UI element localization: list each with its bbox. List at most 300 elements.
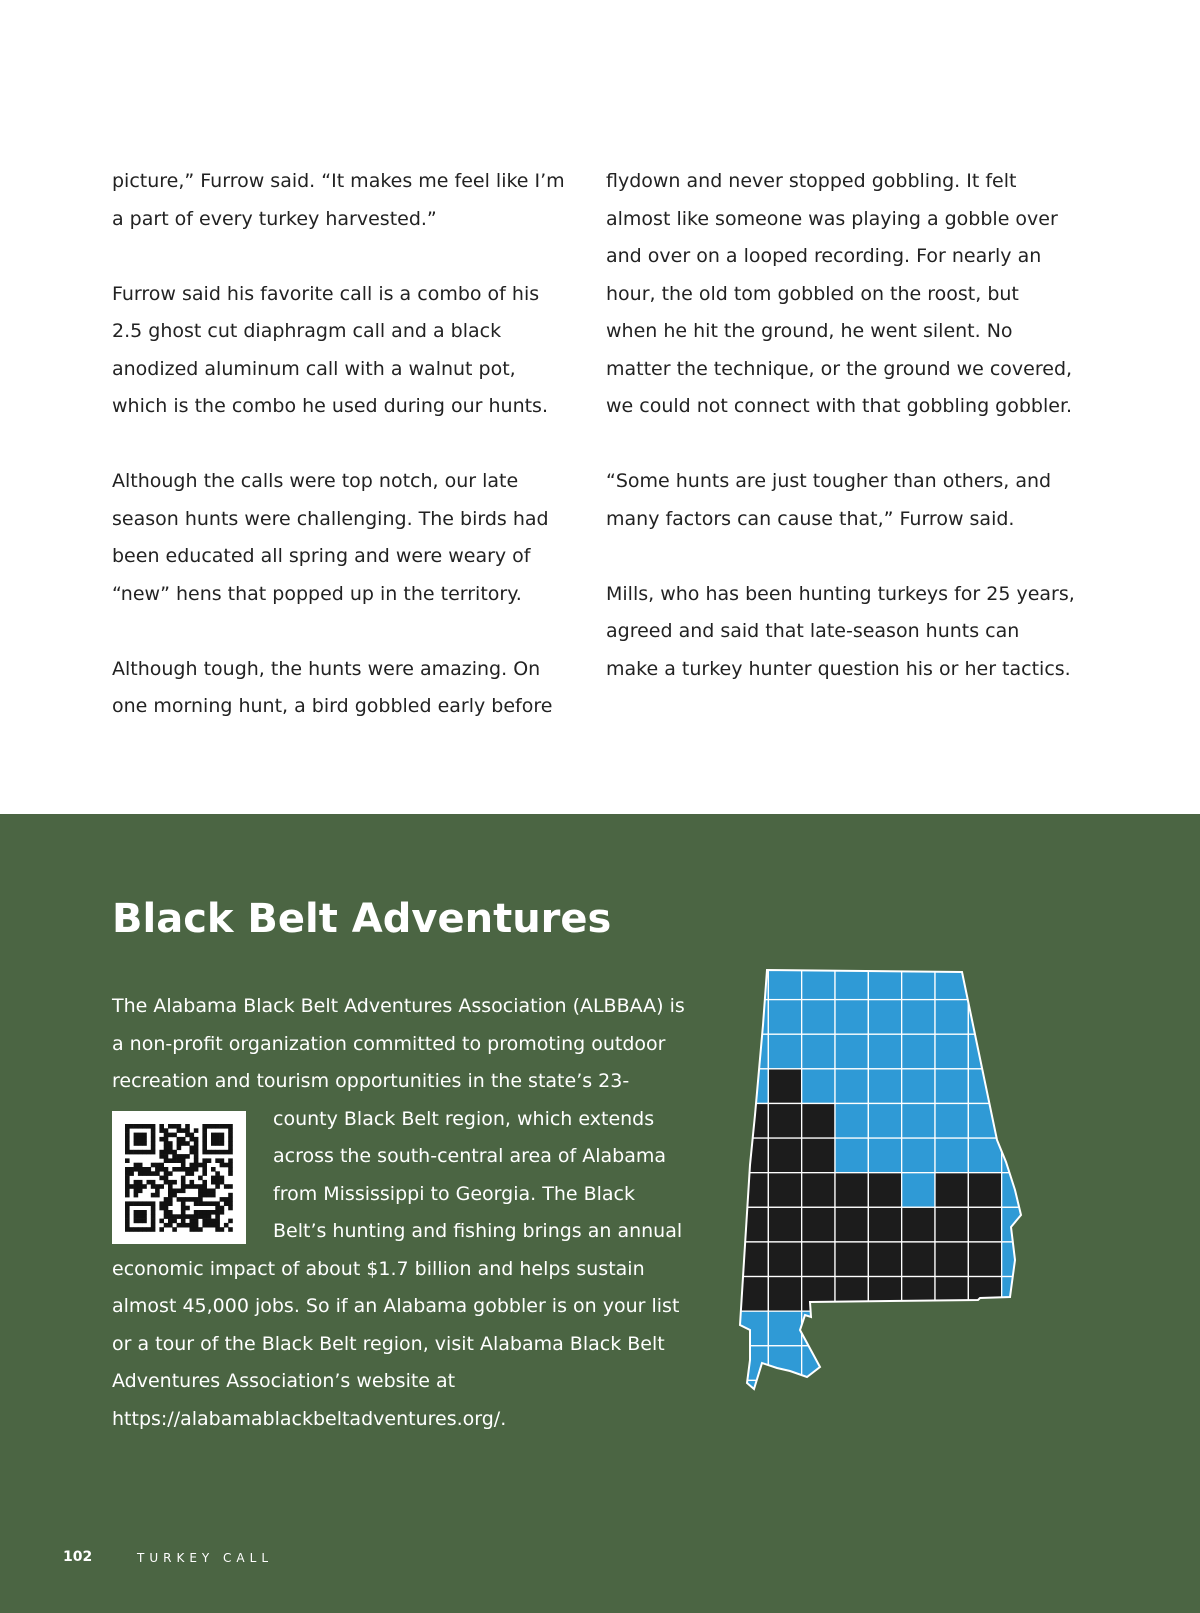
qr-module (151, 1145, 156, 1150)
qr-module (194, 1136, 199, 1141)
qr-module (181, 1218, 186, 1223)
county (868, 1103, 901, 1138)
qr-module (164, 1222, 169, 1227)
black-belt-county (802, 1277, 835, 1312)
qr-module (155, 1192, 160, 1197)
qr-module (202, 1171, 207, 1176)
qr-module (207, 1192, 212, 1197)
county (868, 1346, 901, 1381)
qr-module (164, 1158, 169, 1163)
qr-module (181, 1167, 186, 1172)
county (835, 1034, 868, 1069)
qr-module (134, 1227, 139, 1232)
qr-module (228, 1145, 233, 1150)
black-belt-county (935, 1242, 968, 1277)
qr-module (147, 1171, 152, 1176)
county (868, 1000, 901, 1035)
qr-module (194, 1167, 199, 1172)
article-paragraph: “Some hunts are just tougher than others, and many factors can cause that,” Furrow said. (606, 470, 1052, 530)
qr-module (138, 1184, 143, 1189)
qr-module (172, 1158, 177, 1163)
qr-module (228, 1171, 233, 1176)
qr-module (211, 1149, 216, 1154)
qr-module (138, 1218, 143, 1223)
county (835, 1346, 868, 1381)
qr-module (172, 1179, 177, 1184)
qr-module (151, 1184, 156, 1189)
qr-module (202, 1158, 207, 1163)
qr-module (190, 1162, 195, 1167)
qr-module (185, 1154, 190, 1159)
county (835, 1000, 868, 1035)
qr-module (168, 1218, 173, 1223)
qr-module (164, 1141, 169, 1146)
qr-module (168, 1222, 173, 1227)
county (935, 1103, 968, 1138)
qr-module (194, 1227, 199, 1232)
qr-module (198, 1210, 203, 1215)
county (1002, 1103, 1035, 1138)
qr-module (159, 1154, 164, 1159)
qr-module (125, 1175, 130, 1180)
qr-module (181, 1210, 186, 1215)
qr-module (134, 1132, 139, 1137)
qr-module (190, 1179, 195, 1184)
qr-module (168, 1192, 173, 1197)
county (968, 1103, 1001, 1138)
qr-module (194, 1184, 199, 1189)
qr-module (129, 1124, 134, 1129)
qr-module (211, 1175, 216, 1180)
qr-module (142, 1201, 147, 1206)
qr-module (168, 1201, 173, 1206)
article-paragraph: Although tough, the hunts were amazing. On one morning hunt, a bird gobbled early before (112, 657, 553, 717)
county (1002, 1242, 1035, 1277)
qr-module (211, 1132, 216, 1137)
qr-module (215, 1227, 220, 1232)
qr-module (134, 1210, 139, 1215)
qr-module (172, 1132, 177, 1137)
qr-module (147, 1167, 152, 1172)
qr-module (159, 1124, 164, 1129)
qr-module (125, 1210, 130, 1215)
qr-module (202, 1184, 207, 1189)
qr-module (228, 1184, 233, 1189)
qr-module (164, 1205, 169, 1210)
qr-module (194, 1201, 199, 1206)
qr-module (181, 1136, 186, 1141)
qr-module (177, 1158, 182, 1163)
qr-module (168, 1132, 173, 1137)
qr-module (142, 1214, 147, 1219)
qr-module (138, 1201, 143, 1206)
qr-module (228, 1149, 233, 1154)
qr-module (142, 1167, 147, 1172)
county (935, 1138, 968, 1173)
county (735, 965, 768, 1000)
county (1002, 1311, 1035, 1346)
qr-module (215, 1132, 220, 1137)
qr-module (134, 1162, 139, 1167)
county (935, 1380, 968, 1415)
county (1002, 1000, 1035, 1035)
black-belt-county (768, 1069, 801, 1104)
county (968, 965, 1001, 1000)
qr-module (211, 1201, 216, 1206)
qr-module (164, 1214, 169, 1219)
qr-module (211, 1167, 216, 1172)
qr-module (224, 1201, 229, 1206)
black-belt-county (768, 1277, 801, 1312)
black-belt-county (802, 1207, 835, 1242)
qr-module (190, 1171, 195, 1176)
qr-module (181, 1175, 186, 1180)
qr-module (194, 1222, 199, 1227)
black-belt-county (868, 1207, 901, 1242)
qr-module (151, 1214, 156, 1219)
qr-module (207, 1222, 212, 1227)
qr-module (142, 1171, 147, 1176)
qr-module (164, 1149, 169, 1154)
qr-module (198, 1201, 203, 1206)
qr-module (168, 1197, 173, 1202)
qr-module (164, 1128, 169, 1133)
qr-module (168, 1214, 173, 1219)
qr-module (125, 1136, 130, 1141)
qr-module (185, 1141, 190, 1146)
qr-module (138, 1171, 143, 1176)
qr-module (220, 1197, 225, 1202)
qr-module (220, 1124, 225, 1129)
qr-module (202, 1214, 207, 1219)
qr-module (151, 1218, 156, 1223)
qr-module (151, 1171, 156, 1176)
black-belt-county (835, 1173, 868, 1208)
qr-module (164, 1132, 169, 1137)
qr-module (125, 1128, 130, 1133)
qr-module (228, 1124, 233, 1129)
qr-module (224, 1162, 229, 1167)
qr-module (142, 1184, 147, 1189)
qr-module (155, 1171, 160, 1176)
county (1002, 1138, 1035, 1173)
qr-module (198, 1227, 203, 1232)
qr-module (224, 1197, 229, 1202)
black-belt-county (968, 1173, 1001, 1208)
black-belt-county (868, 1277, 901, 1312)
qr-module (134, 1218, 139, 1223)
article-paragraph: picture,” Furrow said. “It makes me feel like I’m a part of every turkey harvested.” (112, 170, 565, 230)
qr-module (190, 1197, 195, 1202)
qr-module (151, 1141, 156, 1146)
qr-module (151, 1179, 156, 1184)
qr-module (134, 1201, 139, 1206)
county (868, 1034, 901, 1069)
qr-module (215, 1124, 220, 1129)
qr-module (129, 1201, 134, 1206)
qr-module (125, 1184, 130, 1189)
qr-module (129, 1184, 134, 1189)
qr-module (202, 1201, 207, 1206)
qr-module (185, 1214, 190, 1219)
qr-module (164, 1154, 169, 1159)
black-belt-county (868, 1242, 901, 1277)
qr-module (181, 1158, 186, 1163)
qr-module (177, 1124, 182, 1129)
qr-module (198, 1162, 203, 1167)
black-belt-county (835, 1277, 868, 1312)
qr-module (181, 1197, 186, 1202)
qr-module (211, 1188, 216, 1193)
qr-module (211, 1218, 216, 1223)
qr-module (159, 1184, 164, 1189)
qr-module (151, 1136, 156, 1141)
qr-code[interactable] (112, 1111, 246, 1244)
black-belt-county (868, 1173, 901, 1208)
qr-module (151, 1149, 156, 1154)
black-belt-county (735, 1173, 768, 1208)
qr-module (202, 1222, 207, 1227)
qr-module (194, 1197, 199, 1202)
black-belt-county (802, 1103, 835, 1138)
qr-module (168, 1145, 173, 1150)
county (902, 965, 935, 1000)
county (835, 1103, 868, 1138)
qr-module (177, 1141, 182, 1146)
qr-module (159, 1167, 164, 1172)
county (935, 1311, 968, 1346)
qr-module (164, 1175, 169, 1180)
sidebar-body-text: The Alabama Black Belt Adventures Association (ALBBAA) is a non-profit organization committed to promoting outdoor recreation and tourism opportunities in the state’s 23-county Black (112, 995, 685, 1130)
qr-module (215, 1218, 220, 1223)
qr-module (220, 1149, 225, 1154)
black-belt-county (735, 1207, 768, 1242)
black-belt-county (802, 1138, 835, 1173)
qr-module (185, 1128, 190, 1133)
qr-module (125, 1218, 130, 1223)
qr-module (151, 1201, 156, 1206)
qr-module (177, 1214, 182, 1219)
sidebar-heading: Black Belt Adventures (112, 896, 612, 942)
qr-module (224, 1124, 229, 1129)
qr-module (202, 1149, 207, 1154)
qr-module (194, 1210, 199, 1215)
qr-module (215, 1141, 220, 1146)
qr-module (155, 1188, 160, 1193)
qr-module (125, 1124, 130, 1129)
map-counties (735, 965, 1035, 1415)
qr-module (159, 1201, 164, 1206)
county (802, 1069, 835, 1104)
county (868, 1069, 901, 1104)
qr-module (198, 1188, 203, 1193)
qr-module (138, 1149, 143, 1154)
county (735, 1069, 768, 1104)
black-belt-county (902, 1242, 935, 1277)
qr-module (125, 1141, 130, 1146)
qr-module (220, 1205, 225, 1210)
qr-module (211, 1141, 216, 1146)
qr-module (164, 1179, 169, 1184)
qr-module (138, 1227, 143, 1232)
qr-module (125, 1192, 130, 1197)
county (835, 1380, 868, 1415)
qr-module (168, 1124, 173, 1129)
qr-module (142, 1218, 147, 1223)
qr-module (194, 1149, 199, 1154)
qr-module (211, 1124, 216, 1129)
qr-module (207, 1124, 212, 1129)
qr-module (202, 1162, 207, 1167)
qr-module (134, 1179, 139, 1184)
county (902, 1138, 935, 1173)
qr-module (164, 1210, 169, 1215)
qr-module (177, 1128, 182, 1133)
qr-module (224, 1184, 229, 1189)
county (968, 1346, 1001, 1381)
black-belt-county (935, 1277, 968, 1312)
sidebar-body (112, 988, 692, 1438)
qr-module (228, 1205, 233, 1210)
qr-module (159, 1149, 164, 1154)
qr-module (125, 1205, 130, 1210)
qr-module (194, 1158, 199, 1163)
qr-module (228, 1162, 233, 1167)
qr-module (142, 1136, 147, 1141)
qr-module (202, 1167, 207, 1172)
black-belt-county (968, 1207, 1001, 1242)
qr-module (224, 1149, 229, 1154)
qr-module (194, 1214, 199, 1219)
qr-module (202, 1145, 207, 1150)
qr-module (134, 1124, 139, 1129)
qr-module (185, 1205, 190, 1210)
black-belt-county (968, 1242, 1001, 1277)
qr-module (207, 1188, 212, 1193)
qr-module (198, 1197, 203, 1202)
qr-module (151, 1124, 156, 1129)
qr-module (177, 1154, 182, 1159)
black-belt-county (902, 1277, 935, 1312)
qr-module (181, 1188, 186, 1193)
qr-module (220, 1210, 225, 1215)
county (902, 1103, 935, 1138)
qr-module (202, 1141, 207, 1146)
county (1002, 1207, 1035, 1242)
qr-module (172, 1227, 177, 1232)
black-belt-county (735, 1103, 768, 1138)
qr-module (155, 1184, 160, 1189)
qr-module (129, 1149, 134, 1154)
qr-module (168, 1158, 173, 1163)
qr-module (125, 1167, 130, 1172)
qr-module (168, 1141, 173, 1146)
qr-module (190, 1132, 195, 1137)
county (902, 1311, 935, 1346)
qr-module (228, 1128, 233, 1133)
qr-module (164, 1171, 169, 1176)
qr-module (207, 1210, 212, 1215)
black-belt-county (835, 1207, 868, 1242)
qr-module (181, 1162, 186, 1167)
qr-module (185, 1167, 190, 1172)
county (868, 1311, 901, 1346)
qr-module (228, 1158, 233, 1163)
qr-module (228, 1197, 233, 1202)
qr-module (220, 1136, 225, 1141)
qr-module (172, 1188, 177, 1193)
qr-module (177, 1145, 182, 1150)
qr-module (164, 1197, 169, 1202)
qr-module (177, 1222, 182, 1227)
qr-module (172, 1167, 177, 1172)
qr-module (159, 1128, 164, 1133)
qr-module (181, 1128, 186, 1133)
qr-module (155, 1167, 160, 1172)
qr-module (129, 1227, 134, 1232)
qr-module (190, 1167, 195, 1172)
black-belt-county (768, 1207, 801, 1242)
qr-module (164, 1145, 169, 1150)
qr-module (215, 1214, 220, 1219)
qr-module (198, 1175, 203, 1180)
qr-module (181, 1141, 186, 1146)
qr-module (125, 1149, 130, 1154)
qr-module (215, 1222, 220, 1227)
qr-module (202, 1210, 207, 1215)
qr-module (215, 1184, 220, 1189)
qr-module (228, 1141, 233, 1146)
qr-module (228, 1192, 233, 1197)
article-paragraph: flydown and never stopped gobbling. It felt almost like someone was playing a gobble over and over on a looped recording. For nearly an hour, the old tom gobbled on the roost, but when he hit the ground, he went silent. No matter the technique, or the ground we covered, we could not connect with that gobbling gobbler. (606, 170, 1073, 417)
county (902, 1380, 935, 1415)
qr-module (215, 1210, 220, 1215)
qr-module (138, 1132, 143, 1137)
qr-module (220, 1141, 225, 1146)
sidebar-body-link-text: Belt region, which extends across the south-central area of Alabama from Mississippi to Georgia. The Black Belt’s hunting and fishing brings an annual economic impact of about $1.7 billion and helps sustain almost 45,000 jobs. So if an Alabama gobbler is on your list or a tour of the Black Belt region, visit Alabama Black Belt Adventures Association’s website at https://alabamablackbeltadventures.org/. (112, 1107, 683, 1430)
qr-module (168, 1188, 173, 1193)
qr-module (207, 1158, 212, 1163)
black-belt-county (935, 1173, 968, 1208)
county (768, 1000, 801, 1035)
qr-module (177, 1197, 182, 1202)
qr-module (134, 1167, 139, 1172)
county (802, 1034, 835, 1069)
qr-module (220, 1132, 225, 1137)
county (768, 1034, 801, 1069)
qr-module (134, 1188, 139, 1193)
qr-module (194, 1141, 199, 1146)
qr-module (125, 1188, 130, 1193)
article-paragraph: Furrow said his favorite call is a combo of his 2.5 ghost cut diaphragm call and a black anodized aluminum call with a walnut pot, which is the combo he used during our hunts. (112, 282, 548, 417)
qr-module (125, 1158, 130, 1163)
qr-module (185, 1184, 190, 1189)
qr-module (147, 1179, 152, 1184)
qr-module (215, 1171, 220, 1176)
qr-module (211, 1179, 216, 1184)
qr-module (177, 1188, 182, 1193)
qr-module (164, 1201, 169, 1206)
qr-module (194, 1154, 199, 1159)
county (868, 1380, 901, 1415)
qr-module (168, 1184, 173, 1189)
qr-module (198, 1214, 203, 1219)
county (968, 1034, 1001, 1069)
qr-module (138, 1179, 143, 1184)
qr-module (190, 1149, 195, 1154)
qr-module (138, 1210, 143, 1215)
county (835, 1069, 868, 1104)
